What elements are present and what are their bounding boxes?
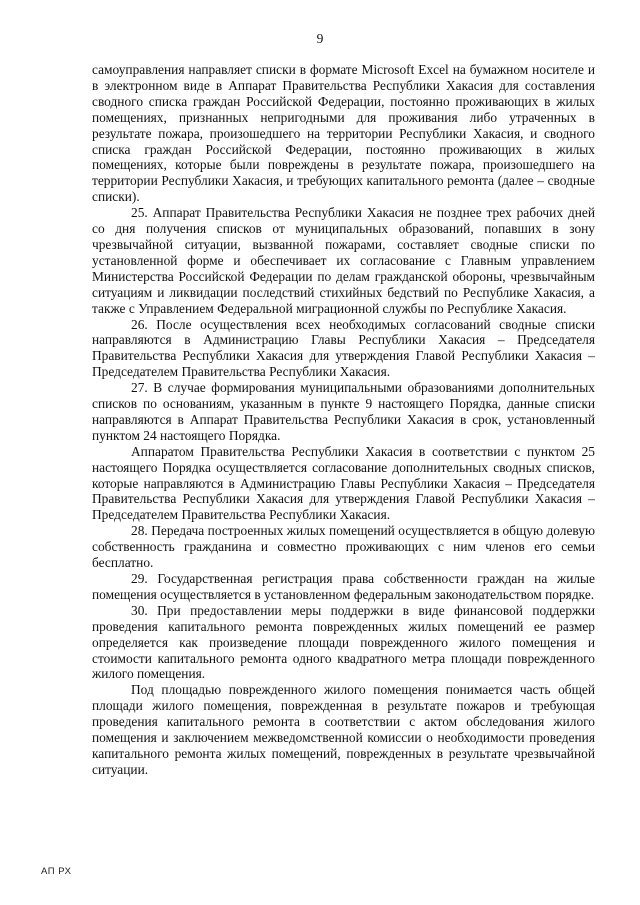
page-number: 9 — [316, 31, 324, 46]
paragraph-item-26: 26. После осуществления всех необходимых согласований сводные списки направляются в Администрацию Главы Республики Хакасия – Председателя Правительства Республики Хакасия для утверждения Главой Республики Хакасия – Председателем Правительства Республики Хакасия. — [92, 316, 595, 380]
paragraph-item-27-additional: Аппаратом Правительства Республики Хакасия в соответствии с пунктом 25 настоящего Порядка осуществляется согласование дополнительных сводных списков, которые направляются в Администрацию Главы Республики Хакасия – Председателя Правительства Республики Хакасия для утверждения Главой Республики Хакасия – Председателем Правительства Республики Хакасия. — [92, 443, 595, 523]
paragraph-item-28: 28. Передача построенных жилых помещений осуществляется в общую долевую собственность гражданина и совместно проживающих с ним членов его семьи бесплатно. — [92, 523, 595, 571]
paragraph-item-25: 25. Аппарат Правительства Республики Хакасия не позднее трех рабочих дней со дня получения списков от муниципальных образований, попавших в зону чрезвычайной ситуации, вызванной пожарами, составляет сводные списки по установленной форме и обеспечивает их согласование с Главным управлением Министерства Российской Федерации по делам гражданской обороны, чрезвычайным ситуациям и ликвидации последствий стихийных бедствий по Республике Хакасия, а также с Управлением Федеральной миграционной службы по Республике Хакасия. — [92, 205, 595, 316]
paragraph-item-27: 27. В случае формирования муниципальными образованиями дополнительных списков по основаниям, указанным в пункте 9 настоящего Порядка, данные списки направляются в Аппарат Правительства Республики Хакасия в срок, установленный пунктом 24 настоящего Порядка. — [92, 380, 595, 443]
footer-mark: АП РХ — [41, 866, 72, 877]
document-body — [92, 62, 595, 778]
paragraph-item-29: 29. Государственная регистрация права собственности граждан на жилые помещения осуществляется в установленном федеральным законодательством порядке. — [92, 571, 595, 602]
paragraph-item-30: 30. При предоставлении меры поддержки в виде финансовой поддержки проведения капитального ремонта поврежденных жилых помещений ее размер определяется как произведение площади поврежденного жилого помещения и стоимости капитального ремонта одного квадратного метра площади поврежденного жилого помещения. — [92, 602, 595, 682]
paragraph-item-30-definition: Под площадью поврежденного жилого помещения понимается часть общей площади жилого помещения, поврежденная в результате пожаров и требующая проведения капитального ремонта в соответствии с актом обследования жилого помещения и заключением межведомственной комиссии о необходимости проведения капитального ремонта жилых помещений, поврежденных в результате чрезвычайной ситуации. — [92, 682, 595, 777]
paragraph-continuation: самоуправления направляет списки в формате Microsoft Excel на бумажном носителе и в электронном виде в Аппарат Правительства Республики Хакасия для составления сводного списка граждан Российской Федерации, постоянно проживающих в жилых помещениях, признанных непригодными для проживания либо утраченных в результате пожара, произошедшего на территории Республики Хакасия, и сводного списка граждан Российской Федерации, постоянно проживающих в жилых помещениях, которые были повреждены в результате пожара, произошедшего на территории Республики Хакасия, и требующих капитального ремонта (далее – сводные списки). — [92, 62, 595, 205]
